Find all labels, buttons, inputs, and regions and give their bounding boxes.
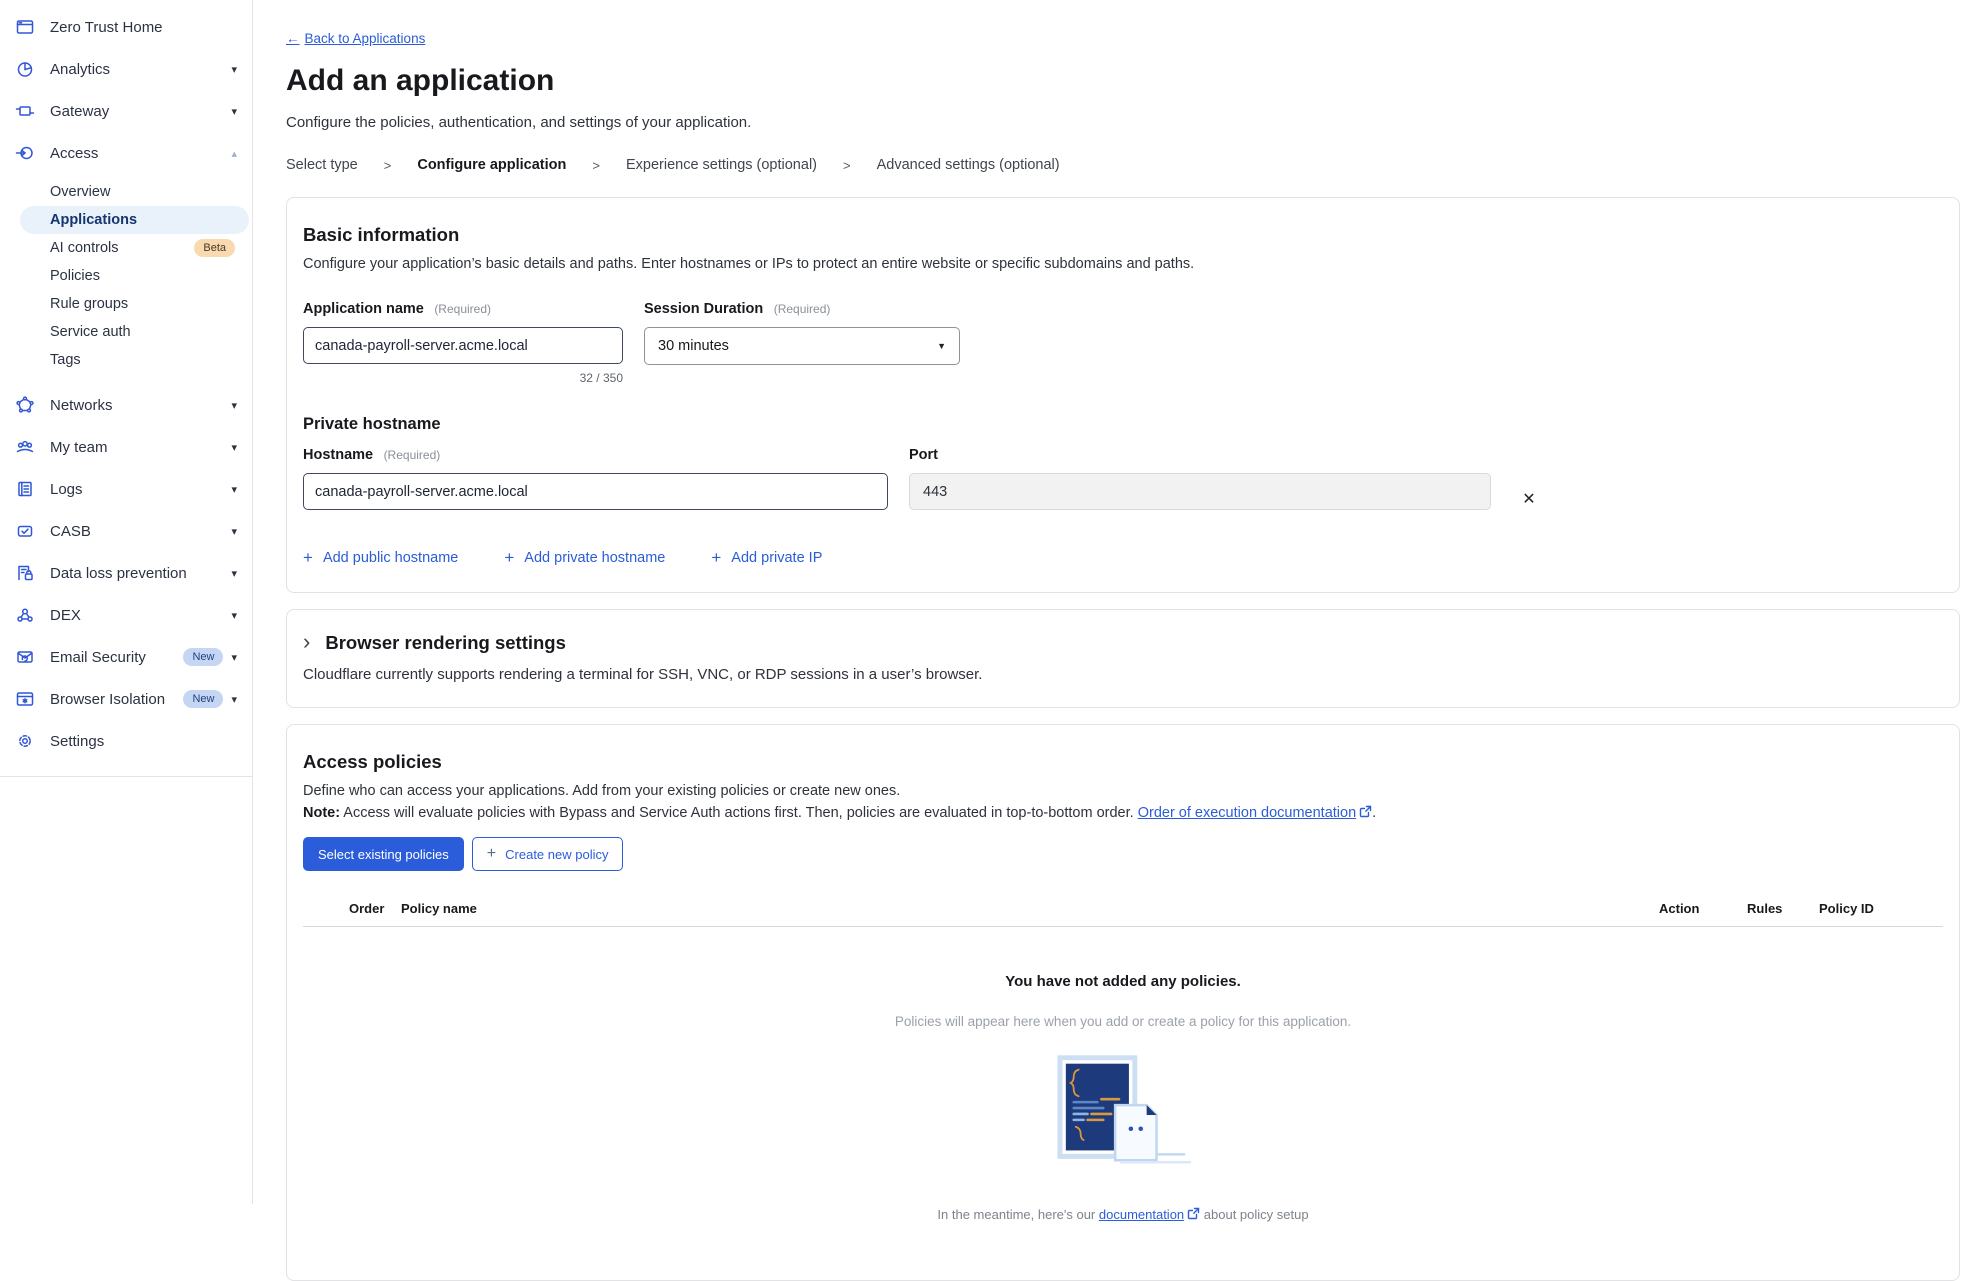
chevron-down-icon: ▾ [231, 105, 237, 118]
page-title: Add an application [286, 64, 555, 97]
column-header-action: Action [1659, 901, 1700, 916]
email-security-icon [14, 646, 36, 668]
remove-hostname-button[interactable] [1514, 484, 1544, 514]
plus-icon: + [711, 548, 722, 567]
close-icon: ✕ [1522, 491, 1536, 508]
dex-molecule-icon [14, 604, 36, 626]
back-to-applications-link[interactable] [286, 31, 425, 46]
back-link-label: Back to Applications [304, 31, 426, 46]
new-badge: New [183, 690, 223, 708]
session-duration-select[interactable] [644, 327, 960, 365]
port-field-group [909, 446, 1491, 510]
browser-rendering-card [286, 609, 1960, 708]
sidebar-item-label: Gateway [50, 102, 110, 120]
create-new-policy-label: Create new policy [505, 846, 609, 862]
beta-badge: Beta [194, 239, 235, 257]
session-duration-field-group [644, 300, 960, 365]
chevron-down-icon: ▾ [231, 567, 237, 580]
external-link-icon [1356, 805, 1372, 821]
column-header-order: Order [349, 901, 385, 916]
session-duration-value: 30 minutes [658, 338, 729, 354]
add-private-hostname-link[interactable] [504, 548, 665, 568]
sidebar [0, 0, 253, 1204]
caret-down-icon: ▼ [937, 341, 946, 351]
main-content [253, 0, 1970, 1222]
documentation-link[interactable]: documentation [1098, 1207, 1185, 1222]
access-policies-note [303, 805, 1943, 821]
column-header-rules: Rules [1747, 901, 1783, 916]
sidebar-item-label: Networks [50, 396, 113, 414]
sidebar-item-access[interactable] [0, 132, 252, 174]
browser-window-icon [14, 16, 36, 38]
chevron-down-icon: ▾ [231, 651, 237, 664]
session-duration-label: Session Duration [644, 301, 764, 317]
step-separator-icon: > [592, 157, 600, 173]
sidebar-item-networks[interactable] [0, 384, 252, 426]
character-counter: 32 / 350 [579, 371, 623, 385]
policies-empty-state [303, 973, 1943, 1250]
hostname-input[interactable] [303, 473, 888, 510]
sidebar-item-label: AI controls [50, 240, 119, 256]
sidebar-item-ai-controls[interactable] [20, 234, 249, 262]
application-name-field-group [303, 300, 623, 385]
add-public-hostname-label: Add public hostname [322, 550, 459, 566]
step-experience-settings[interactable]: Experience settings (optional) [625, 157, 817, 173]
sidebar-divider [0, 776, 252, 777]
browser-rendering-description: Cloudflare currently supports rendering a terminal for SSH, VNC, or RDP sessions in a user’s browser. [303, 666, 983, 683]
pie-chart-icon [14, 58, 36, 80]
basic-information-card [286, 197, 1960, 593]
meantime-prefix: In the meantime, here's our [937, 1207, 1099, 1222]
sidebar-item-overview[interactable] [20, 178, 249, 206]
add-private-ip-label: Add private IP [731, 550, 823, 566]
sidebar-item-zero-trust-home[interactable] [0, 6, 252, 48]
network-graph-icon [14, 394, 36, 416]
add-public-hostname-link[interactable] [303, 548, 458, 568]
application-name-label: Application name [303, 301, 424, 317]
new-badge: New [183, 648, 223, 666]
sidebar-item-my-team[interactable] [0, 426, 252, 468]
policies-table-header [303, 901, 1943, 927]
sidebar-item-dex[interactable] [0, 594, 252, 636]
logs-document-icon [14, 478, 36, 500]
gear-icon [14, 730, 36, 752]
team-people-icon [14, 436, 36, 458]
select-existing-policies-button[interactable] [303, 837, 464, 871]
sidebar-item-label: Policies [50, 268, 100, 284]
access-policies-description: Define who can access your applications. Add from your existing policies or create new ones. [303, 783, 901, 799]
chevron-down-icon: ▾ [231, 483, 237, 496]
port-label: Port [909, 447, 938, 463]
access-policies-card [286, 724, 1960, 1281]
note-period: . [1372, 805, 1377, 821]
add-private-ip-link[interactable] [711, 548, 822, 568]
sidebar-item-casb[interactable] [0, 510, 252, 552]
sidebar-item-service-auth[interactable] [20, 318, 249, 346]
meantime-suffix: about policy setup [1200, 1207, 1309, 1222]
casb-check-icon [14, 520, 36, 542]
note-label: Note: [303, 805, 341, 821]
sidebar-item-label: Browser Isolation [50, 690, 166, 708]
access-submenu [0, 174, 252, 384]
chevron-down-icon: ▾ [231, 441, 237, 454]
external-link-icon [1184, 1207, 1200, 1222]
hostname-label: Hostname [303, 447, 374, 463]
sidebar-item-label: Data loss prevention [50, 564, 187, 582]
required-suffix: (Required) [434, 302, 492, 316]
column-header-policy-name: Policy name [401, 901, 477, 916]
stepper [286, 157, 1960, 173]
access-policies-title: Access policies [303, 751, 442, 772]
meantime-line [303, 1207, 1943, 1250]
chevron-down-icon: ▾ [231, 63, 237, 76]
required-suffix: (Required) [773, 302, 831, 316]
step-advanced-settings[interactable]: Advanced settings (optional) [876, 157, 1060, 173]
sidebar-item-label: Tags [50, 352, 81, 368]
step-separator-icon: > [383, 157, 392, 173]
policy-illustration [303, 1055, 1943, 1167]
sidebar-item-tags[interactable] [20, 346, 249, 374]
empty-state-title: You have not added any policies. [1005, 973, 1241, 990]
browser-isolation-icon [14, 688, 36, 710]
sidebar-item-policies[interactable] [20, 262, 249, 290]
order-of-execution-link[interactable]: Order of execution documentation [1137, 805, 1357, 821]
access-login-icon [14, 142, 36, 164]
sidebar-item-label: Overview [50, 184, 111, 200]
sidebar-item-dlp[interactable] [0, 552, 252, 594]
application-name-input[interactable] [303, 327, 623, 364]
basic-information-title: Basic information [303, 224, 460, 245]
required-suffix: (Required) [383, 448, 441, 462]
chevron-down-icon: ▾ [231, 399, 237, 412]
sidebar-item-gateway[interactable] [0, 90, 252, 132]
hostname-field-group [303, 446, 888, 510]
sidebar-item-label: Zero Trust Home [50, 18, 163, 36]
note-text: Access will evaluate policies with Bypass and Service Auth actions first. Then, policies are evaluated in top-to-bottom order. [340, 805, 1138, 821]
chevron-down-icon: ▾ [231, 693, 237, 706]
sidebar-item-settings[interactable] [0, 720, 252, 762]
sidebar-item-email-security[interactable] [0, 636, 252, 678]
select-existing-policies-label: Select existing policies [318, 846, 449, 862]
sidebar-item-rule-groups[interactable] [20, 290, 249, 318]
sidebar-item-label: Analytics [50, 60, 111, 78]
column-header-policy-id: Policy ID [1819, 901, 1874, 916]
page-subtitle: Configure the policies, authentication, and settings of your application. [286, 114, 752, 131]
plus-icon: + [504, 548, 515, 567]
chevron-down-icon: ▾ [231, 525, 237, 538]
port-input [909, 473, 1491, 510]
sidebar-item-logs[interactable] [0, 468, 252, 510]
sidebar-item-label: Access [50, 144, 99, 162]
chevron-down-icon: ▾ [231, 609, 237, 622]
sidebar-item-browser-isolation[interactable] [0, 678, 252, 720]
gateway-icon [14, 100, 36, 122]
sidebar-item-label: Applications [50, 212, 138, 228]
sidebar-item-label: CASB [50, 522, 91, 540]
sidebar-item-label: Logs [50, 480, 83, 498]
sidebar-item-analytics[interactable] [0, 48, 252, 90]
back-arrow-icon: ← [286, 31, 300, 46]
sidebar-item-applications[interactable] [20, 206, 249, 234]
step-separator-icon: > [843, 157, 851, 173]
chevron-up-icon: ▴ [231, 147, 237, 160]
step-select-type[interactable]: Select type [286, 157, 358, 173]
step-configure-application[interactable]: Configure application [417, 157, 567, 173]
sidebar-item-label: Service auth [50, 324, 131, 340]
empty-state-subtitle: Policies will appear here when you add or create a policy for this application. [894, 1014, 1352, 1029]
private-hostname-title: Private hostname [303, 415, 441, 433]
sidebar-item-label: Rule groups [50, 296, 129, 312]
plus-icon: + [486, 845, 497, 862]
create-new-policy-button[interactable] [472, 837, 624, 871]
sidebar-item-label: My team [50, 438, 108, 456]
plus-icon: + [303, 548, 313, 567]
sidebar-item-label: Email Security [50, 648, 146, 666]
data-loss-prevention-lock-icon [14, 562, 36, 584]
chevron-right-icon[interactable]: › [303, 628, 311, 654]
browser-rendering-title[interactable]: Browser rendering settings [325, 632, 566, 653]
sidebar-item-label: Settings [50, 732, 105, 750]
sidebar-item-label: DEX [50, 606, 81, 624]
add-private-hostname-label: Add private hostname [524, 550, 666, 566]
basic-information-description: Configure your application’s basic details and paths. Enter hostnames or IPs to protect an entire website or specific subdomains and paths. [303, 256, 1195, 272]
